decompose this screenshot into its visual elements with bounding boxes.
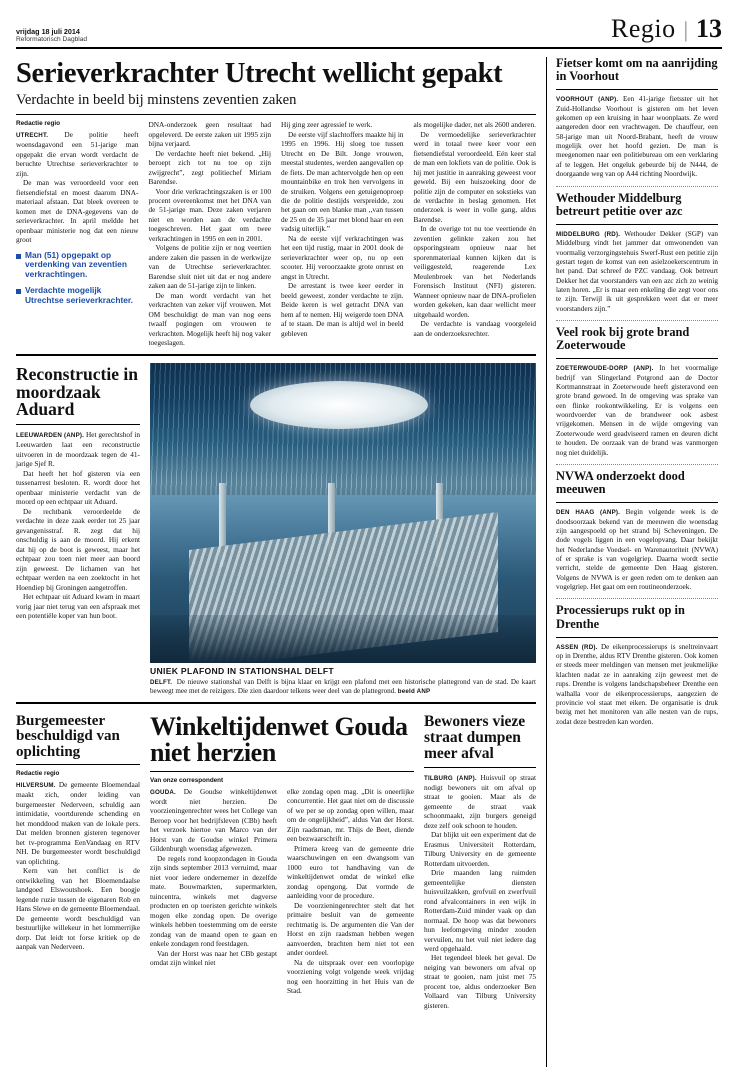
dateline: UTRECHT. bbox=[16, 132, 49, 140]
rail-rule bbox=[556, 502, 718, 503]
paragraph-text: Een 41-jarige fietsster uit het Zuid-Hollandse Voorhout is gisteren om het leven gekomen op een kruising in haar woonplaats. Ze werd aangereden door een vrachtwagen. De chauffeur, een 58-jarige man uit Noord-Brabant, heeft de vrouw mogelijk over het hoofd gezien. De man is meegenomen naar een politiebureau om een verklaring af te leggen. Het ongeluk gebeurde bij de N444, de doorgaande weg van op A44 richting Noordwijk. bbox=[556, 95, 719, 179]
paragraph-text: De Goudse winkeltijdenwet wordt niet herzien. De voorzieningenrechter wees het College van Beroep voor het bedrijfsleven (CBb) heeft het verzoek hiertoe van Marco van der Horst van de Goudse winkel Primera Gildenburgh woensdag afgewezen. bbox=[150, 786, 277, 854]
lead-paragraph: De verdachte heeft niet bekend. „Hij beroept zich tot nu toe op zijn zwijgrecht”, zegt politiechef Miriam Barendse. bbox=[148, 148, 271, 187]
rail-headline: Fietser komt om na aanrijding in Voorhout bbox=[556, 56, 718, 84]
afval-paragraph: Drie maanden lang ruimden gemeentelijke diensten huisvuilzakken, grofvuil en zwerfvuil rond afvalcontainers in een wijk in Rotterdam-Zuid minder vaak op dan normaal. De hoop was dat bewoners hun leefomgeving minder zouden vervuilen, nu het vuil niet iedere dag werd opgehaald. bbox=[424, 868, 536, 953]
lead-column-3 bbox=[281, 120, 404, 348]
burgemeester-paragraph bbox=[16, 780, 140, 866]
rail-separator bbox=[556, 598, 718, 599]
masthead-divider: | bbox=[683, 17, 688, 42]
lead-column-2 bbox=[149, 120, 272, 348]
lead-subhead: Verdachte in beeld bij minstens zeventien zaken bbox=[16, 92, 297, 109]
afval-paragraph: Dat blijkt uit een experiment dat de Erasmus Universiteit Rotterdam, Tilburg University en de gemeente Rotterdam uitvoerden. bbox=[424, 830, 536, 868]
photo-block bbox=[150, 363, 536, 696]
burgemeester-byline: Redactie regio bbox=[16, 770, 60, 778]
dateline: HILVERSUM. bbox=[16, 782, 56, 790]
rail-headline: Wethouder Middelburg betreurt petitie over azc bbox=[556, 190, 683, 218]
section-title: Regio bbox=[610, 14, 676, 43]
dateline: GOUDA. bbox=[150, 788, 176, 796]
aduard-paragraph bbox=[16, 430, 140, 469]
lead-bullet bbox=[16, 251, 139, 281]
rail-headline: Veel rook bij grote brand Zoeterwoude bbox=[556, 325, 690, 353]
rail-rule bbox=[556, 637, 718, 638]
right-rail bbox=[546, 57, 718, 1067]
dateline: ZOETERWOUDE-DORP (ANP). bbox=[556, 365, 654, 373]
burgemeester-article bbox=[16, 711, 140, 1010]
winkeltijdenwet-paragraph: Na de uitspraak over een voorlopige voorziening volgt volgende week vrijdag nog een hoorzitting in het Huis van de Stad. bbox=[287, 957, 414, 996]
winkeltijdenwet-rule bbox=[150, 771, 414, 772]
aduard-paragraph: De rechtbank veroordeelde de verdachte in deze zaak eerder tot 25 jaar gevangenisstraf. R. zegt dat hij onschuldig is aan de moord. Hij erkent dat hij op de boot is geweest, maar het echtpaar zou toen niet meer aan boord zijn geweest. De lichamen van het echtpaar werden na een zoektocht in het Hoendiep bij Groningen aangetroffen. bbox=[16, 506, 140, 592]
paragraph-text: De politie heeft woensdagavond een 51-jarige man opgepakt die ervan wordt verdacht de beruchte Utrechtse serieverkrachter te zijn. bbox=[16, 130, 139, 178]
lead-paragraph: als mogelijke dader, net als 2600 anderen. bbox=[413, 120, 536, 130]
lead-paragraph: De verdachte is vandaag voorgeleid aan de onderzoeksrechter. bbox=[413, 319, 536, 338]
photo-caption-title: UNIEK PLAFOND IN STATIONSHAL DELFT bbox=[150, 665, 334, 676]
page-number: 13 bbox=[696, 14, 722, 43]
rail-headline: Processierups rukt op in Drenthe bbox=[556, 603, 685, 631]
rail-paragraph bbox=[556, 508, 718, 592]
lead-paragraph: Na de eerste vijf verkrachtingen was het een tijd rustig, maar in 2001 dook de serieverkrachter weer op, nu op een scooter. Hij veroorzaakte grote onrust en angst in Utrecht. bbox=[281, 233, 404, 281]
publication-date: vrijdag 18 juli 2014 bbox=[16, 26, 80, 36]
photo-caption-body bbox=[150, 678, 536, 696]
aduard-paragraph: Het echtpaar uit Aduard kwam in maart vorig jaar niet terug van een afspraak met een potentiële koper van hun boot. bbox=[16, 592, 140, 621]
aduard-paragraph: Dat heeft het hof gisteren via een tussenarrest besloten. R. wordt door het openbaar ministerie verdacht van de moord op een echtpaar uit Aduard. bbox=[16, 468, 140, 507]
station-hall-photo bbox=[150, 363, 536, 663]
rail-rule bbox=[556, 224, 718, 225]
rail-article-middelburg bbox=[556, 192, 718, 315]
lead-paragraph: De man was veroordeeld voor een fietsendiefstal en moest daarom DNA-materiaal afstaan. Dat bleek overeen te komen met de DNA-gegevens van de serieverkrachter. In april meldde het openbaar ministerie nog dat een nieuw groot bbox=[16, 178, 139, 245]
burgemeester-paragraph: Kern van het conflict is de ontwikkeling van het Bloemendaalse landgoed Elswoutshoek. Een boogje legende ruzie tussen de eigenaren Rob en Hans Slewe en de gemeente Bloemendaal. De gemeente wordt beschuldigd van bestuurlijke willekeur in het lommerrijke dorp. Dat leidt tot forse kritiek op de aanpak van Nederveen. bbox=[16, 866, 141, 952]
rail-separator bbox=[556, 186, 718, 187]
winkeltijdenwet-paragraph: Primera kreeg van de gemeente drie waarschuwingen en een dwangsom van 1000 euro tot handhaving van de winkeltijdenwet omdat de winkel elke zondag opengong. Dat vormde de aanleiding voor de procedure. bbox=[287, 843, 414, 901]
lead-paragraph: De arrestant is twee keer eerder in beeld geweest, zonder verdachte te zijn. Beide keren is wel getracht DNA van hem af te nemen. Hij weigerde toen DNA af te staan. De man is altijd wel in beeld gebleven bbox=[281, 281, 404, 338]
bottom-band bbox=[16, 711, 536, 1010]
rail-rule bbox=[556, 358, 718, 359]
paragraph-text: Begin volgende week is de doodsoorzaak bekend van de meeuwen die woensdag zijn aangespoeld op het strand bij Scheveningen. De dode vogels liggen in een vogelopvang. Daar bekijkt het Nederlandse Voedsel- en Warenautoriteit (NVWA) of er sprake is van vogelgriep. Daarna wordt sectie verricht, stelde de gemeente Den Haag gisteren. Volgens de NVWA is er geen reden om te denken aan vogelgriep. Het gaat om een routineonderzoek. bbox=[556, 508, 718, 592]
lead-paragraph: De eerste vijf slachtoffers maakte hij in 1995 en 1996. Hij sloeg toe tussen Utrecht en De Bilt. Jonge vrouwen, meestal studentes, werden aangevallen op de fiets. De man achtervolgde hen op een mountainbike en trok hen vervolgens in de struiken. Volgens een getuigenoproep die de politie destijds verspreidde, zou het gaan om een blanke man ,,van tussen de 25 en de 35 jaar met blond haar en een vadsig uiterlijk.” bbox=[281, 129, 404, 234]
page-body bbox=[16, 57, 722, 1067]
dateline: TILBURG (ANP). bbox=[424, 774, 477, 782]
rail-paragraph bbox=[556, 364, 718, 458]
lead-paragraph: In de overige tot nu toe veertiende én zeventien gelinkte zaken zou het opsporingsteam opnieuw naar het sporenmateriaal kunnen kijken dat is veiliggesteld, reagerende Lex Meulenbroek van het Nederlands Forensisch Instituut (NFI) gisteren. Wanneer opnieuw naar de DNA-profielen worden gekeken, kan daar wellicht meer uitgehaald worden. bbox=[413, 224, 536, 319]
paragraph-text: Wethouder Dekker (SGP) van Middelburg vindt het jammer dat omwonenden van voormalig verzorgingstehuis Swerf-Rust een petitie zijn gestart tegen de komst van een asielzoekerscentrum in het pand. Dat schreef de PZC vandaag. Ook betreurt Dekker het dat voorstanders van een azc zich zo weinig laten horen. „Er is maar een enkeling die zegt voor ons te zijn. Terwijl ik uit gesprekken weet dat er meer voorstanders zijn.” bbox=[556, 229, 718, 313]
rail-article-voorhout bbox=[556, 57, 718, 180]
dateline: ASSEN (RD). bbox=[556, 643, 598, 651]
winkeltijdenwet-headline: Winkeltijdenwet Gouda niet herzien bbox=[150, 711, 408, 767]
winkeltijdenwet-article bbox=[150, 711, 414, 1010]
lead-column-4 bbox=[414, 120, 537, 348]
masthead-right bbox=[611, 14, 722, 44]
afval-paragraph: Het tegendeel bleek het geval. De neiging van bewoners om afval op straat te gooien, nam juist met 75 procent toe, aldus onderzoeker Ben Vollaard van Tilburg University gisteren. bbox=[424, 953, 536, 1010]
lead-rule bbox=[16, 114, 536, 115]
photo-credit: beeld ANP bbox=[397, 687, 431, 695]
bullet-square-icon bbox=[16, 289, 21, 294]
section-rule bbox=[16, 702, 536, 704]
rail-paragraph bbox=[556, 643, 718, 727]
dateline: DELFT. bbox=[150, 678, 173, 686]
lead-paragraph: De man wordt verdacht van het verkrachten van zeker vijf vrouwen. Met OM beschuldigt de man van nog eens twaalf pogingen om vrouwen te verkrachten. Mogelijk heeft hij nog vaker toegeslagen. bbox=[148, 290, 271, 348]
lead-headline: Serieverkrachter Utrecht wellicht gepakt bbox=[16, 58, 503, 89]
lead-paragraph: Volgens de politie zijn er nog veertien andere zaken die passen in de werkwijze van de Utrechtse serieverkrachter. Barendse sluit niet uit dat er nog andere zaken aan de 51-jarige zijn te linken. bbox=[148, 243, 271, 291]
masthead bbox=[16, 14, 722, 49]
rail-separator bbox=[556, 464, 718, 465]
dateline: MIDDELBURG (RD). bbox=[556, 230, 621, 238]
winkeltijdenwet-paragraph: elke zondag open mag. „Dit is oneerlijke concurrentie. Het gaat niet om de discussie of we per se op zondag open willen, maar om de ongelijkheid”, aldus Van der Horst. Zijn raadsman, mr. Thijs de Beet, diende een bezwaarschrift in. bbox=[287, 786, 414, 844]
paragraph-text: Het gerechtshof in Leeuwarden laat een reconstructie uitvoeren in de moordzaak tegen de 41-jarige Sjef R. bbox=[16, 430, 140, 469]
afval-headline: Bewoners vieze straat dumpen meer afval bbox=[424, 712, 526, 763]
paragraph-text: De eikenprocessierups is sneltreinvaart op in Drenthe, aldus RTV Drenthe gisteren. Ook komen er steeds meer meldingen van mensen met jeukmelijke klachten nadat ze in aanraking zijn geweest met de rups. Drenthe is volgens landschapsbeheer Drenthe een walhalla voor de eikenprocessierups, aangezien de provincie vol staat met eiken. De organisatie is druk bezig met het monitoren van alle nesten van de rups, zodat deze bestreden kan worden. bbox=[556, 642, 718, 726]
winkeltijdenwet-byline: Van onze correspondent bbox=[150, 776, 224, 784]
bullet-text: Verdachte mogelijk Utrechtse serieverkrachter. bbox=[25, 285, 134, 306]
rail-separator bbox=[556, 320, 718, 321]
photo-skylight bbox=[250, 381, 428, 429]
lead-bullet bbox=[16, 286, 139, 306]
aduard-headline: Reconstructie in moordzaak Aduard bbox=[16, 363, 138, 420]
rail-paragraph bbox=[556, 95, 718, 179]
rail-article-meeuwen bbox=[556, 470, 718, 593]
dateline: VOORHOUT (ANP). bbox=[556, 96, 619, 104]
afval-article bbox=[424, 711, 536, 1010]
photo-floor bbox=[150, 615, 536, 663]
section-rule bbox=[16, 354, 536, 356]
winkeltijdenwet-column-2 bbox=[287, 787, 414, 996]
dateline: LEEUWARDEN (ANP). bbox=[16, 432, 85, 440]
rail-rule bbox=[556, 89, 718, 90]
mid-band bbox=[16, 363, 536, 696]
aduard-rule bbox=[16, 424, 140, 425]
lead-paragraph: De vermoedelijke serieverkrachter werd in totaal twee keer voor een fietsendiefstal veroordeeld. Eén keer stal de man een lokfiets van de politie. Ook is hij met justitie in aanraking geweest voor geweld. Bij een huiszoeking door de politie zijn de computer en sokstieks van de verdachte in beslag genomen. Het onderzoek is weer in volle gang, aldus Barendse. bbox=[413, 129, 536, 224]
lead-paragraph: Voor drie verkrachtingszaken is er 100 procent overeenkomst met het DNA van de 51-jarige man. Deze zaken verjaren niet en worden aan de verdachte toegeschreven. Het gaat om twee verkrachtingen in 1995 en een in 2001. bbox=[148, 186, 271, 243]
afval-rule bbox=[424, 767, 536, 768]
lead-paragraph: Hij ging zeer agressief te werk. bbox=[281, 120, 373, 130]
winkeltijdenwet-paragraph: De voorzieningenrechter stelt dat het primaire besluit van de gemeente rechtmatig is. De argumenten die Van der Horst en zijn raadsman hebben wegen aanvoerden, brachten hem niet tot een ander oordeel. bbox=[287, 900, 414, 958]
caption-text: De nieuwe stationshal van Delft is bijna klaar en krijgt een plafond met een historische plattegrond van de stad. De kaart beweegt mee met de reizigers. Die zien daardoor telkens weer deel van de plattegrond. bbox=[150, 677, 536, 695]
publication-name: Reformatorisch Dagblad bbox=[16, 35, 88, 43]
paragraph-text: Huisvuil op straat nodigt bewoners uit om afval op straat te gooien. Maar als de gemeente de straat vaak schoonmaakt, zijn burgers geneigd deze zelf ook schoon te houden. bbox=[424, 772, 537, 830]
bullet-text: Man (51) opgepakt op verdenking van zeventien verkrachtingen. bbox=[25, 249, 127, 280]
winkeltijdenwet-paragraph bbox=[150, 787, 277, 854]
afval-paragraph bbox=[424, 773, 536, 830]
burgemeester-headline: Burgemeester beschuldigd van oplichting bbox=[16, 712, 120, 760]
masthead-left bbox=[16, 27, 87, 44]
burgemeester-rule bbox=[16, 764, 140, 765]
rail-headline: NVWA onderzoekt dood meeuwen bbox=[556, 468, 685, 497]
paragraph-text: De gemeente Bloemendaal maakt zich, onder leiding van burgemeester Nederveen, schuldig aan intimidatie, voortdurende schending en het monddood maken van de lokale pers. Dat melden bronnen gisteren tegenover het tv-programma EenVandaag en RTV NH. De burgemeester wordt beschuldigd van oplichting. bbox=[16, 780, 141, 866]
dateline: DEN HAAG (ANP). bbox=[556, 509, 621, 517]
winkeltijdenwet-paragraph: Van der Horst was naar het CBb gestapt omdat zijn winkel niet bbox=[150, 948, 277, 968]
rail-article-processierups bbox=[556, 604, 718, 727]
lead-paragraph bbox=[16, 130, 139, 178]
rail-article-zoeterwoude bbox=[556, 326, 718, 458]
winkeltijdenwet-column-1 bbox=[150, 787, 277, 996]
winkeltijdenwet-paragraph: De regels rond koopzondagen in Gouda zijn sinds september 2013 verruimd, maar niet voor iedere ondernemer in dezelfde mate. Bouwmarkten, supermarkten, tuincentra, winkels met dagverse producten en op toeristen gerichte winkels mogen elke zondag open. De overige winkels hebben toestemming om de eerste zondag van de maand open te gaan en enkele zondagen rond feestdagen. bbox=[150, 853, 277, 949]
aduard-article bbox=[16, 363, 140, 696]
lead-column-1 bbox=[16, 120, 139, 348]
lead-paragraph: DNA-onderzoek geen resultaat had opgeleverd. De eerste zaken uit 1995 zijn bijna verjaard. bbox=[148, 120, 271, 149]
left-zone bbox=[16, 57, 536, 1067]
rail-paragraph bbox=[556, 230, 718, 314]
bullet-square-icon bbox=[16, 254, 21, 259]
lead-kicker: Redactie regio bbox=[16, 120, 61, 128]
lead-columns bbox=[16, 120, 536, 348]
lead-article bbox=[16, 59, 536, 348]
winkeltijdenwet-columns bbox=[150, 787, 414, 996]
paragraph-text: In het voormalige bedrijf van Slingerland Potgrond aan de Doctor Kortmannstraat in Zoeterwoude heeft gisteravond een grote brand gewoed. In de omgeving was sprake van een flinke rookontwikkeling. Er is volgens een woordvoerder van de brandweer ook asbest vrijgekomen. Mensen in de wijde omgeving van Zoeterwoude werd geadviseerd ramen en deuren dicht te houden. De oorzaak van de brand was vanmorgen nog niet duidelijk. bbox=[556, 364, 719, 457]
